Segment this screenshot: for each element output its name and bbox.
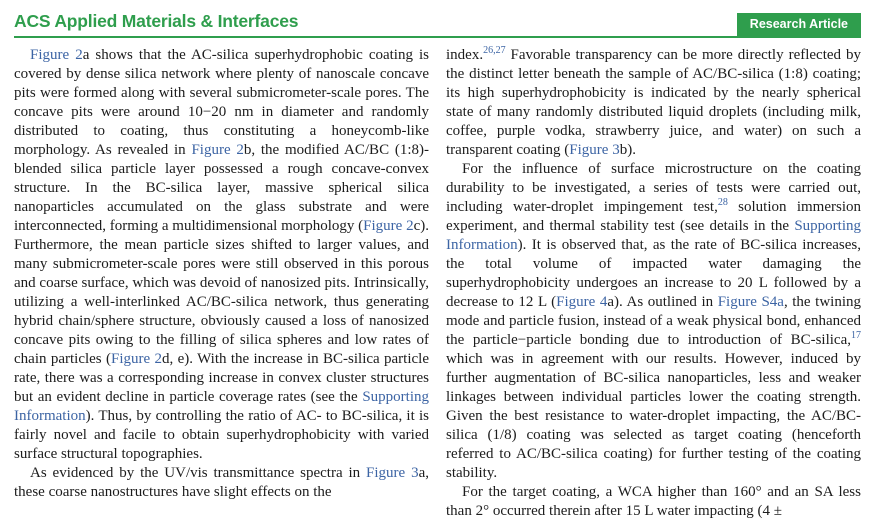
text-run: a). As outlined in xyxy=(607,294,718,310)
paragraph xyxy=(14,46,429,464)
text-run: As evidenced by the UV/vis transmittance spectra in xyxy=(30,465,367,481)
text-run: solution immersion experiment, and thermal stability test (see details in the xyxy=(446,199,862,234)
text-run: b, the modified AC/BC (1:8)-blended silica particle layer possessed a rough concave-convex structure. In the BC-silica layer, massive spherical silica nanoparticles accumulated on the glass substrate and were interconnected, forming a multidimensional morphology ( xyxy=(14,142,429,234)
text-run: which was in agreement with our results. However, induced by further augmentation of BC-silica nanoparticles, less and weaker linkages between individual particles lower the coating strength. Given the best resistance to water-droplet impacting, the AC/BC-silica (1/8) coating was selected as target coating (henceforth referred to AC/BC-silica coating) for further testing of the coating stability. xyxy=(446,351,861,481)
paragraph xyxy=(14,464,429,502)
text-run: ). It is observed that, as the rate of BC-silica increases, the total volume of impacted water damaging the superhydrophobicity undergoes an increase to 20 L followed by a decrease to 12 L ( xyxy=(446,237,861,310)
figure-2-link[interactable]: Figure 2 xyxy=(191,142,244,158)
reference-17-superscript[interactable]: 17 xyxy=(851,330,861,341)
figure-2-link[interactable]: Figure 2 xyxy=(363,218,414,234)
article-body xyxy=(14,46,861,521)
text-run: d, e). With the increase in BC-silica particle rate, there was a corresponding increase in convex cluster structures but an evident decline in particle coverage rates (see the xyxy=(14,351,429,405)
paragraph xyxy=(446,483,861,521)
text-run: a, these coarse nanostructures have slight effects on the xyxy=(14,465,429,500)
journal-header xyxy=(14,0,861,38)
reference-26-27-superscript[interactable]: 26,27 xyxy=(483,45,506,56)
supporting-information-link[interactable]: Supporting Information xyxy=(446,218,861,253)
figure-2-link[interactable]: Figure 2 xyxy=(111,351,163,367)
text-run: a shows that the AC-silica superhydrophobic coating is covered by dense silica network where plenty of nanoscale concave pits were formed along with several submicrometer-scale pores. The concave pits were around 10−20 nm in diameter and randomly distributed to coating, thus constituting a honeycomb-like morphology. As revealed in xyxy=(14,47,430,158)
figure-4-link[interactable]: Figure 4 xyxy=(556,294,608,310)
figure-s4a-link[interactable]: Figure S4a xyxy=(717,294,784,310)
text-run: , the twining mode and particle fusion, instead of a weak physical bond, enhanced the particle−particle bonding due to introduction of BC-silica, xyxy=(446,294,861,348)
journal-title: ACS Applied Materials & Interfaces xyxy=(14,11,299,31)
text-run: index. xyxy=(446,47,484,63)
reference-28-superscript[interactable]: 28 xyxy=(717,197,728,208)
figure-2-link[interactable]: Figure 2 xyxy=(30,47,83,63)
figure-3-link[interactable]: Figure 3 xyxy=(366,465,419,481)
text-run: c). Furthermore, the mean particle sizes shifted to larger values, and many submicrometer-scale pores were still observed in this porous and coarse surface, which was devoid of nanosized pits. Intrinsically, utilizing a well-interlinked AC/BC-silica network, thus generating hybrid chain/sphere structure, obviously caused a loss of nanosized concave pits owing to the filling of silica spheres and low rates of chain particles ( xyxy=(14,218,429,367)
text-run: For the influence of surface microstructure on the coating durability to be investigated, a series of tests were carried out, including water-droplet impingement test, xyxy=(446,161,861,215)
text-run: For the target coating, a WCA higher than 160° and an SA less than 2° occurred therein after 15 L water impacting (4 ± xyxy=(446,484,861,519)
supporting-information-link[interactable]: Supporting Information xyxy=(14,389,429,424)
paragraph xyxy=(446,160,861,483)
figure-3-link[interactable]: Figure 3 xyxy=(569,142,620,158)
paragraph xyxy=(446,46,861,160)
text-run: b). xyxy=(619,142,636,158)
text-run: Favorable transparency can be more directly reflected by the distinct letter beneath the sample of AC/BC-silica (1:8) coating; its high superhydrophobicity is indicated by the nearly spherical state of many randomly distributed liquid droplets (including milk, coffee, purple vodka, strawberry juice, and water) on such a transparent coating ( xyxy=(446,47,861,158)
text-run: ). Thus, by controlling the ratio of AC- to BC-silica, it is fairly novel and facile to obtain superhydrophobicity with varied surface structural topographies. xyxy=(14,408,429,462)
research-article-badge: Research Article xyxy=(737,13,861,36)
left-column xyxy=(14,46,429,521)
right-column xyxy=(446,46,861,521)
